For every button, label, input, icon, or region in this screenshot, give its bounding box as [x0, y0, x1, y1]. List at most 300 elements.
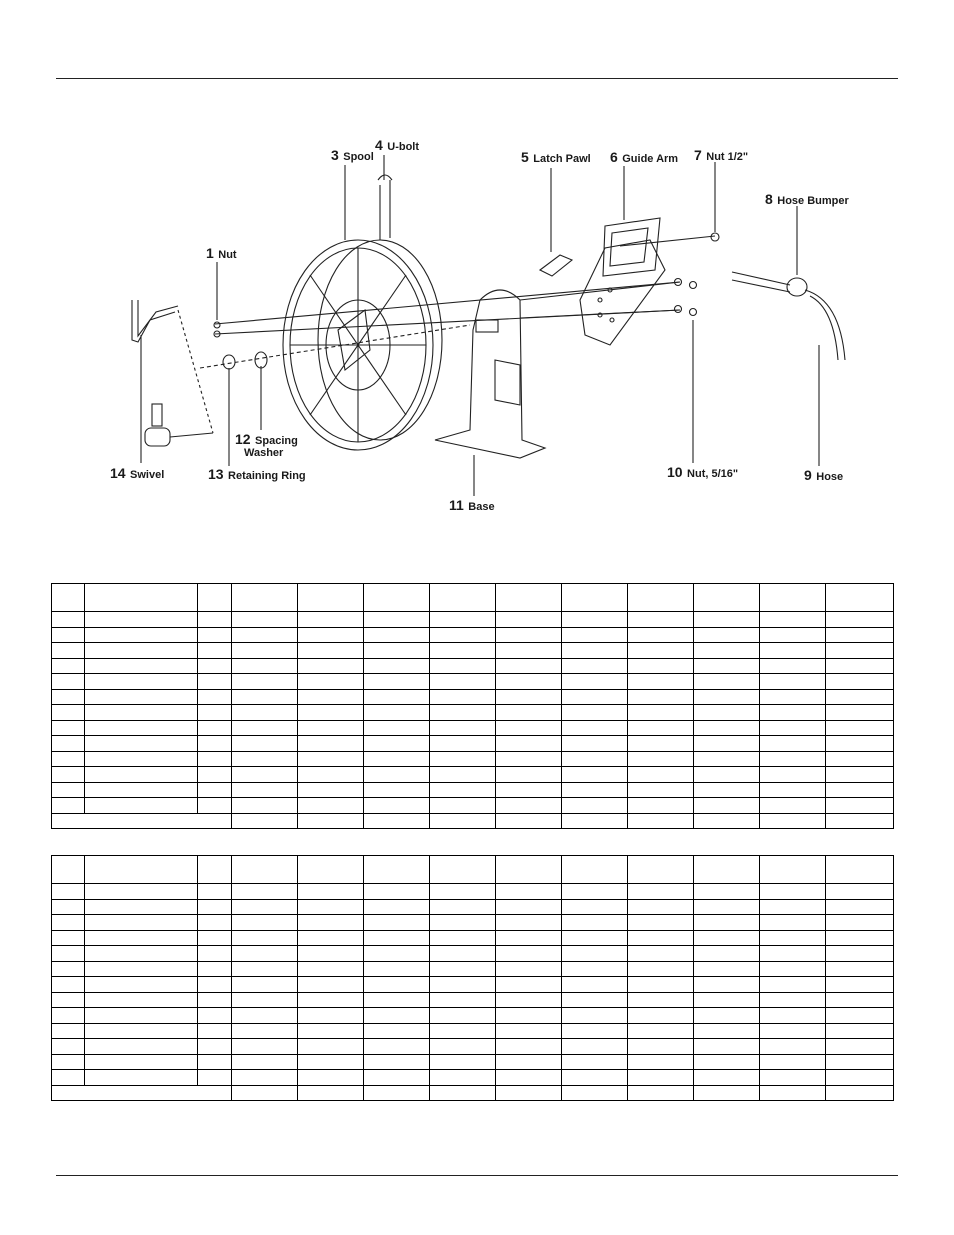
- table-cell: [364, 751, 430, 767]
- table-cell: [298, 813, 364, 829]
- table-cell: [562, 930, 628, 946]
- table-cell: [694, 1039, 760, 1055]
- table-cell: [628, 813, 694, 829]
- table-cell: [760, 813, 826, 829]
- table-cell: [562, 1054, 628, 1070]
- table-cell: [232, 674, 298, 690]
- label-nut-half: 7 Nut 1/2": [694, 147, 749, 163]
- table-cell: [694, 782, 760, 798]
- table-cell: [364, 992, 430, 1008]
- table-cell: [232, 899, 298, 915]
- table-cell: [826, 930, 894, 946]
- table-cell: [232, 1070, 298, 1086]
- table-cell: [496, 977, 562, 993]
- table-cell: [85, 782, 198, 798]
- table-cell: [562, 946, 628, 962]
- table-cell: [760, 736, 826, 752]
- table-cell: [52, 930, 85, 946]
- table-cell: [760, 643, 826, 659]
- table-cell: [562, 992, 628, 1008]
- table-cell: [826, 884, 894, 900]
- table-total-row: [52, 1085, 894, 1101]
- table-cell: [232, 856, 298, 884]
- table-cell: [496, 643, 562, 659]
- table-cell: [198, 977, 232, 993]
- table-cell: [496, 612, 562, 628]
- table-cell: [562, 977, 628, 993]
- table-row: [52, 736, 894, 752]
- table-cell: [298, 1085, 364, 1101]
- table-cell: [198, 643, 232, 659]
- footer-rule: [56, 1175, 898, 1176]
- table-cell: [826, 915, 894, 931]
- table-cell: [52, 1085, 232, 1101]
- table-cell: [562, 1085, 628, 1101]
- table-cell: [694, 899, 760, 915]
- table-cell: [496, 813, 562, 829]
- label-spacing-washer: 12 Spacing: [235, 431, 298, 447]
- table-cell: [364, 798, 430, 814]
- table-cell: [628, 627, 694, 643]
- table-cell: [298, 705, 364, 721]
- table-cell: [628, 705, 694, 721]
- table-cell: [496, 767, 562, 783]
- table-cell: [232, 992, 298, 1008]
- table-cell: [760, 930, 826, 946]
- table-cell: [826, 751, 894, 767]
- table-cell: [562, 643, 628, 659]
- table-cell: [496, 915, 562, 931]
- table-cell: [562, 961, 628, 977]
- table-cell: [364, 1008, 430, 1024]
- table-cell: [298, 1039, 364, 1055]
- table-cell: [694, 751, 760, 767]
- table-cell: [52, 946, 85, 962]
- table-cell: [628, 612, 694, 628]
- table-cell: [298, 1023, 364, 1039]
- table-cell: [496, 930, 562, 946]
- table-cell: [52, 584, 85, 612]
- table-cell: [198, 720, 232, 736]
- label-hose-bumper: 8 Hose Bumper: [765, 191, 849, 207]
- table-cell: [760, 705, 826, 721]
- table-cell: [760, 720, 826, 736]
- table-cell: [52, 643, 85, 659]
- table-cell: [298, 899, 364, 915]
- table-cell: [562, 1070, 628, 1086]
- table-cell: [694, 720, 760, 736]
- table-cell: [298, 1070, 364, 1086]
- table-cell: [85, 689, 198, 705]
- table-cell: [198, 584, 232, 612]
- table-cell: [52, 856, 85, 884]
- label-guide-arm: 6 Guide Arm: [610, 149, 679, 165]
- table-cell: [364, 946, 430, 962]
- table-cell: [298, 961, 364, 977]
- table-cell: [496, 705, 562, 721]
- table-cell: [694, 1085, 760, 1101]
- table-row: [52, 705, 894, 721]
- table-cell: [430, 1070, 496, 1086]
- table-cell: [694, 736, 760, 752]
- table-row: [52, 767, 894, 783]
- table-cell: [232, 915, 298, 931]
- table-cell: [628, 977, 694, 993]
- table-cell: [198, 856, 232, 884]
- table-cell: [760, 658, 826, 674]
- table-cell: [298, 751, 364, 767]
- table-cell: [826, 627, 894, 643]
- table-cell: [496, 1070, 562, 1086]
- table-cell: [364, 930, 430, 946]
- table-cell: [198, 1054, 232, 1070]
- table-cell: [85, 1054, 198, 1070]
- table-cell: [298, 884, 364, 900]
- table-cell: [85, 674, 198, 690]
- table-cell: [198, 899, 232, 915]
- table-row: [52, 1023, 894, 1039]
- table-cell: [826, 1023, 894, 1039]
- table-cell: [826, 856, 894, 884]
- table-cell: [364, 1070, 430, 1086]
- table-cell: [496, 961, 562, 977]
- table-header-row: [52, 856, 894, 884]
- table-cell: [562, 899, 628, 915]
- table-cell: [298, 1008, 364, 1024]
- table-cell: [760, 627, 826, 643]
- label-nut-5-16: 10 Nut, 5/16": [667, 464, 739, 480]
- table-cell: [496, 899, 562, 915]
- table-cell: [85, 946, 198, 962]
- table-cell: [232, 961, 298, 977]
- table-cell: [52, 1008, 85, 1024]
- table-cell: [298, 946, 364, 962]
- table-cell: [496, 946, 562, 962]
- table-cell: [694, 627, 760, 643]
- table-cell: [628, 915, 694, 931]
- table-cell: [760, 782, 826, 798]
- table-cell: [430, 798, 496, 814]
- table-cell: [628, 856, 694, 884]
- table-row: [52, 627, 894, 643]
- table-cell: [760, 961, 826, 977]
- table-cell: [826, 720, 894, 736]
- table-cell: [364, 674, 430, 690]
- label-spool: 3 Spool: [331, 147, 374, 163]
- label-latch-pawl: 5 Latch Pawl: [521, 149, 591, 165]
- table-cell: [496, 1039, 562, 1055]
- table-cell: [562, 736, 628, 752]
- table-row: [52, 915, 894, 931]
- table-cell: [430, 1085, 496, 1101]
- table-cell: [826, 1070, 894, 1086]
- table-cell: [198, 915, 232, 931]
- table-cell: [694, 992, 760, 1008]
- table-cell: [628, 992, 694, 1008]
- table-cell: [232, 720, 298, 736]
- table-cell: [430, 751, 496, 767]
- table-cell: [232, 627, 298, 643]
- table-cell: [562, 1008, 628, 1024]
- table-cell: [198, 798, 232, 814]
- table-cell: [232, 736, 298, 752]
- table-cell: [430, 643, 496, 659]
- table-cell: [628, 798, 694, 814]
- table-cell: [430, 946, 496, 962]
- table-cell: [198, 992, 232, 1008]
- table-cell: [760, 977, 826, 993]
- table-cell: [430, 977, 496, 993]
- table-cell: [826, 782, 894, 798]
- table-cell: [760, 856, 826, 884]
- table-cell: [52, 961, 85, 977]
- table-cell: [298, 674, 364, 690]
- table-cell: [364, 1039, 430, 1055]
- table-cell: [628, 1023, 694, 1039]
- table-cell: [298, 612, 364, 628]
- table-cell: [694, 1008, 760, 1024]
- table-cell: [85, 899, 198, 915]
- table-cell: [85, 1070, 198, 1086]
- table-cell: [496, 1085, 562, 1101]
- table-cell: [826, 798, 894, 814]
- table-cell: [628, 884, 694, 900]
- table-cell: [562, 813, 628, 829]
- table-row: [52, 782, 894, 798]
- table-cell: [232, 798, 298, 814]
- table-cell: [562, 751, 628, 767]
- table-cell: [298, 915, 364, 931]
- table-cell: [364, 1054, 430, 1070]
- table-cell: [232, 1085, 298, 1101]
- table-cell: [430, 584, 496, 612]
- table-cell: [562, 705, 628, 721]
- table-cell: [198, 612, 232, 628]
- table-cell: [826, 584, 894, 612]
- table-cell: [364, 899, 430, 915]
- table-cell: [496, 1023, 562, 1039]
- table-cell: [628, 1085, 694, 1101]
- table-cell: [826, 1054, 894, 1070]
- table-cell: [52, 689, 85, 705]
- table-cell: [232, 1054, 298, 1070]
- table-cell: [694, 856, 760, 884]
- table-cell: [826, 612, 894, 628]
- table-row: [52, 798, 894, 814]
- table-cell: [364, 767, 430, 783]
- table-cell: [364, 705, 430, 721]
- table-cell: [826, 1008, 894, 1024]
- table-cell: [85, 643, 198, 659]
- table-cell: [496, 1054, 562, 1070]
- table-cell: [198, 1023, 232, 1039]
- table-cell: [52, 627, 85, 643]
- table-row: [52, 751, 894, 767]
- table-row: [52, 946, 894, 962]
- table-cell: [52, 612, 85, 628]
- table-cell: [430, 961, 496, 977]
- table-cell: [364, 643, 430, 659]
- table-cell: [628, 674, 694, 690]
- table-cell: [198, 1070, 232, 1086]
- table-cell: [85, 1039, 198, 1055]
- parts-table-1: [51, 583, 894, 829]
- table-cell: [562, 1039, 628, 1055]
- table-cell: [760, 612, 826, 628]
- table-cell: [232, 1039, 298, 1055]
- table-cell: [85, 856, 198, 884]
- table-cell: [85, 658, 198, 674]
- table-cell: [694, 1023, 760, 1039]
- table-cell: [694, 643, 760, 659]
- label-swivel: 14 Swivel: [110, 465, 165, 481]
- table-cell: [430, 915, 496, 931]
- table-row: [52, 977, 894, 993]
- table-cell: [198, 674, 232, 690]
- table-cell: [496, 1008, 562, 1024]
- table-cell: [826, 736, 894, 752]
- table-cell: [430, 992, 496, 1008]
- label-hose: 9 Hose: [804, 467, 844, 483]
- table-cell: [298, 767, 364, 783]
- table-cell: [364, 884, 430, 900]
- table-cell: [232, 1008, 298, 1024]
- table-cell: [85, 720, 198, 736]
- table-cell: [85, 705, 198, 721]
- table-cell: [496, 992, 562, 1008]
- table-cell: [694, 689, 760, 705]
- table-cell: [430, 627, 496, 643]
- table-body: [52, 584, 894, 829]
- table-cell: [628, 1070, 694, 1086]
- table-cell: [628, 767, 694, 783]
- table-cell: [198, 689, 232, 705]
- table-cell: [52, 1039, 85, 1055]
- table-cell: [232, 643, 298, 659]
- table-cell: [298, 1054, 364, 1070]
- table-cell: [826, 767, 894, 783]
- table-cell: [298, 720, 364, 736]
- table-cell: [364, 961, 430, 977]
- table-cell: [694, 813, 760, 829]
- table-cell: [694, 798, 760, 814]
- table-cell: [694, 930, 760, 946]
- table-cell: [562, 767, 628, 783]
- table-cell: [85, 584, 198, 612]
- table-cell: [85, 1008, 198, 1024]
- table-cell: [52, 915, 85, 931]
- table-cell: [826, 961, 894, 977]
- table-cell: [298, 643, 364, 659]
- table-cell: [430, 1008, 496, 1024]
- table-cell: [198, 1039, 232, 1055]
- table-cell: [628, 689, 694, 705]
- table-cell: [298, 782, 364, 798]
- table-cell: [298, 584, 364, 612]
- table-cell: [364, 1085, 430, 1101]
- table-cell: [364, 782, 430, 798]
- table-cell: [198, 627, 232, 643]
- table-cell: [760, 899, 826, 915]
- table-cell: [52, 720, 85, 736]
- table-cell: [430, 930, 496, 946]
- table-cell: [826, 658, 894, 674]
- table-row: [52, 658, 894, 674]
- table-cell: [496, 782, 562, 798]
- table-cell: [760, 767, 826, 783]
- table-cell: [496, 720, 562, 736]
- table-cell: [430, 720, 496, 736]
- table-row: [52, 961, 894, 977]
- table-cell: [430, 813, 496, 829]
- table-cell: [562, 798, 628, 814]
- table-cell: [52, 977, 85, 993]
- table-cell: [694, 767, 760, 783]
- table-total-row: [52, 813, 894, 829]
- table-cell: [694, 915, 760, 931]
- table-cell: [562, 782, 628, 798]
- table-cell: [52, 1054, 85, 1070]
- table-cell: [85, 736, 198, 752]
- table-cell: [298, 977, 364, 993]
- table-cell: [826, 899, 894, 915]
- table-cell: [430, 856, 496, 884]
- label-spacing-washer-line2: Washer: [244, 447, 284, 459]
- table-row: [52, 1008, 894, 1024]
- table-cell: [628, 1039, 694, 1055]
- table-cell: [430, 1023, 496, 1039]
- table-cell: [52, 884, 85, 900]
- table-cell: [562, 915, 628, 931]
- table-cell: [826, 643, 894, 659]
- table-cell: [562, 856, 628, 884]
- table-cell: [232, 689, 298, 705]
- table-cell: [694, 884, 760, 900]
- table-cell: [562, 674, 628, 690]
- table-cell: [198, 946, 232, 962]
- table-row: [52, 689, 894, 705]
- table-cell: [496, 751, 562, 767]
- table-cell: [85, 961, 198, 977]
- table-cell: [562, 658, 628, 674]
- table-cell: [364, 856, 430, 884]
- table-cell: [364, 1023, 430, 1039]
- table-cell: [198, 751, 232, 767]
- table-row: [52, 899, 894, 915]
- table-cell: [364, 689, 430, 705]
- table-cell: [826, 977, 894, 993]
- table-header-row: [52, 584, 894, 612]
- table-cell: [694, 674, 760, 690]
- table-cell: [760, 992, 826, 1008]
- table-cell: [760, 1054, 826, 1070]
- table-cell: [85, 992, 198, 1008]
- table-cell: [232, 782, 298, 798]
- table-row: [52, 1054, 894, 1070]
- table-cell: [562, 689, 628, 705]
- table-cell: [85, 767, 198, 783]
- table-cell: [496, 884, 562, 900]
- table-cell: [52, 992, 85, 1008]
- table-cell: [826, 705, 894, 721]
- table-cell: [232, 612, 298, 628]
- table-cell: [562, 1023, 628, 1039]
- table-cell: [298, 856, 364, 884]
- table-cell: [232, 1023, 298, 1039]
- table-cell: [562, 612, 628, 628]
- table-cell: [694, 1054, 760, 1070]
- table-cell: [760, 1023, 826, 1039]
